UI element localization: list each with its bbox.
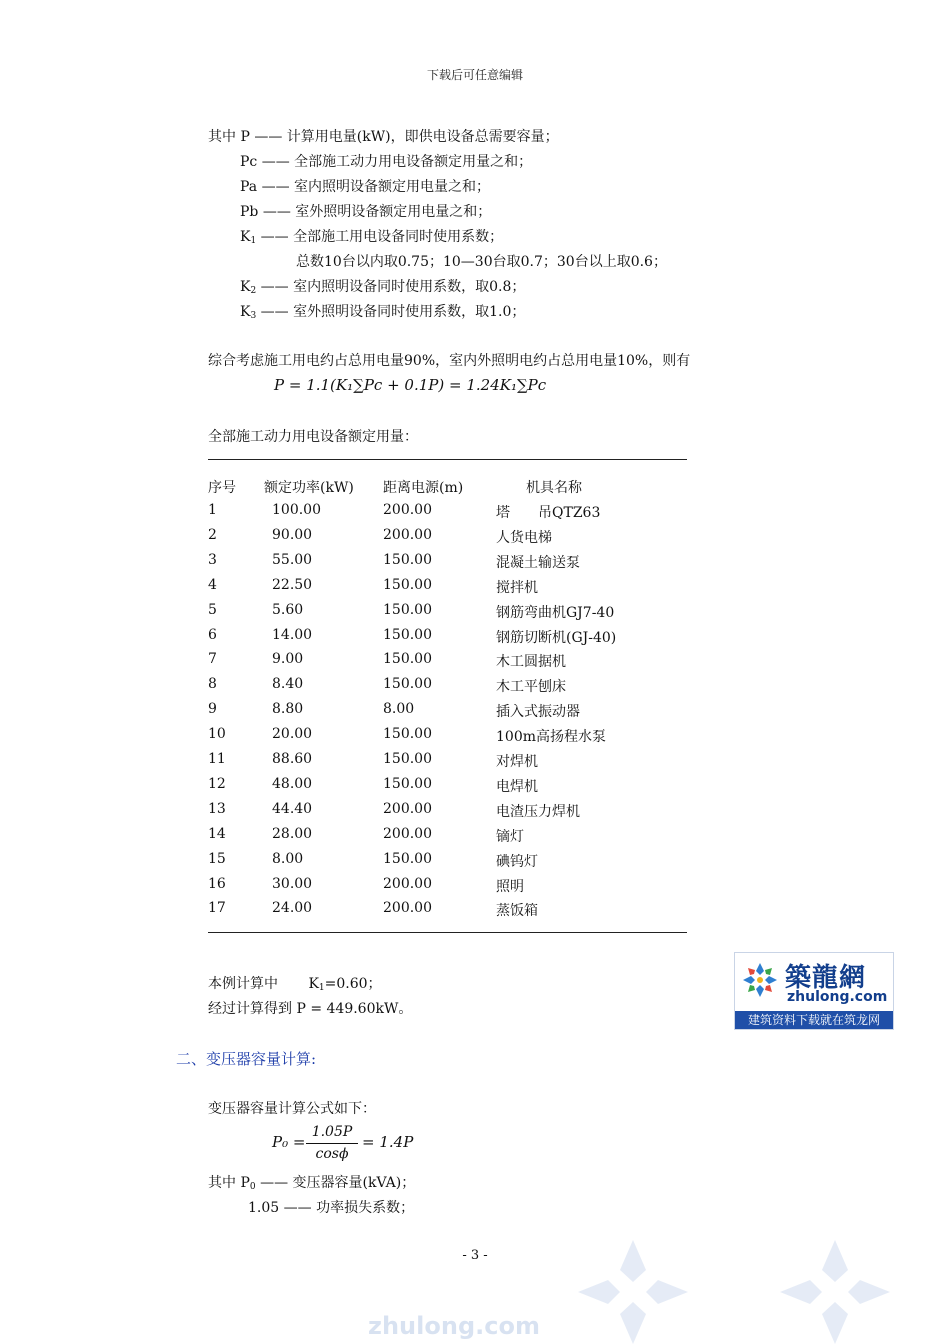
def-k1 (240, 228, 503, 250)
cell-machine: 搅拌机 (496, 579, 538, 596)
cell-power: 14.00 (272, 626, 313, 643)
cell-machine: 钢筋弯曲机GJ7-40 (496, 604, 615, 621)
cell-distance: 150.00 (383, 676, 432, 693)
def-p0-desc: 变压器容量(kVA)； (292, 1175, 416, 1191)
def-pa-desc: 室内照明设备额定用电量之和； (294, 179, 491, 195)
cell-machine: 插入式振动器 (496, 704, 580, 721)
cell-index: 4 (208, 576, 217, 593)
table-top-rule (208, 459, 687, 460)
cell-index: 1 (208, 502, 217, 518)
logo-english: zhulong.com (787, 989, 888, 1005)
cell-power: 8.80 (272, 701, 304, 718)
table-row (208, 826, 687, 846)
table-row (208, 701, 687, 721)
cell-distance: 200.00 (383, 825, 432, 842)
cell-index: 14 (208, 825, 226, 842)
table-row (208, 602, 687, 622)
def-k3-desc: 室外照明设备同时使用系数，取1.0； (293, 304, 526, 320)
def-k1-desc: 全部施工用电设备同时使用系数； (293, 229, 504, 245)
def-k2-desc: 室内照明设备同时使用系数，取0.8； (293, 279, 526, 295)
result-prefix: 本例计算中 (208, 976, 278, 992)
cell-index: 2 (208, 526, 217, 543)
watermark-snowflake-icon (578, 1240, 688, 1344)
table-row (208, 801, 687, 821)
def-p0-sub: 0 (249, 1182, 256, 1192)
logo-chinese: 築龍網 (785, 963, 867, 993)
cell-power: 44.40 (272, 800, 313, 817)
cell-machine: 人货电梯 (496, 529, 552, 546)
watermark-snowflake-icon (780, 1240, 890, 1344)
table-row (208, 577, 687, 597)
summary-text: 综合考虑施工用电约占总用电量90%，室内外照明电约占总用电量10%，则有 (208, 353, 691, 369)
table-row (208, 651, 687, 671)
formula-numerator: 1.05P (311, 1124, 353, 1140)
table-row (208, 552, 687, 572)
cell-distance: 8.00 (383, 701, 415, 718)
cell-power: 8.40 (272, 676, 304, 693)
cell-machine: 电焊机 (496, 778, 538, 795)
def-p0-label: 其中 P (208, 1175, 250, 1191)
def-p0-dash: —— (260, 1175, 289, 1191)
def-k1-label: K (240, 229, 251, 245)
cell-machine: 混凝土输送泵 (496, 554, 580, 571)
cell-distance: 200.00 (383, 875, 432, 892)
def-pb-desc: 室外照明设备额定用电量之和； (295, 204, 492, 220)
cell-machine: 蒸饭箱 (496, 903, 538, 920)
def-k2-dash: —— (260, 279, 289, 295)
cell-index: 8 (208, 676, 217, 693)
snowflake-icon (741, 961, 779, 999)
def-pb-label: Pb (240, 204, 259, 220)
def-pc-desc: 全部施工动力用电设备额定用量之和； (294, 154, 533, 170)
summary-formula: P = 1.1(K₁∑Pc + 0.1P) = 1.24K₁∑Pc (274, 376, 547, 394)
cell-power: 24.00 (272, 900, 313, 917)
def-105 (248, 1199, 414, 1217)
cell-power: 22.50 (272, 576, 313, 593)
cell-index: 11 (208, 751, 226, 767)
cell-machine: 镝灯 (496, 828, 524, 845)
formula-rhs: = 1.4P (362, 1133, 414, 1151)
table-row (208, 900, 687, 920)
header-index: 序号 (208, 480, 236, 496)
cell-index: 7 (208, 651, 217, 668)
section2-heading: 二、变压器容量计算: (176, 1050, 317, 1068)
def-p-dash: —— (254, 129, 283, 145)
def-k1-sub: 1 (250, 236, 257, 246)
table-row (208, 876, 687, 896)
header-power: 额定功率(kW) (264, 480, 354, 496)
result-line1 (208, 975, 382, 997)
table-row (208, 726, 687, 746)
def-p0 (208, 1174, 415, 1196)
cell-machine: 塔 吊QTZ63 (496, 505, 601, 521)
cell-distance: 150.00 (383, 651, 432, 668)
cell-distance: 200.00 (383, 900, 432, 917)
def-pa-dash: —— (261, 179, 290, 195)
def-pa (240, 178, 490, 196)
def-k2-label: K (240, 279, 251, 295)
cell-distance: 150.00 (383, 626, 432, 643)
def-pc-label: Pc (240, 154, 258, 170)
cell-power: 88.60 (272, 751, 313, 767)
table-row (208, 751, 687, 771)
header-distance: 距离电源(m) (383, 480, 464, 496)
cell-index: 16 (208, 875, 226, 892)
cell-power: 28.00 (272, 825, 313, 842)
def-k3-sub: 3 (250, 311, 257, 321)
logo-tagline: 建筑资料下载就在筑龙网 (735, 1011, 893, 1029)
cell-power: 8.00 (272, 850, 304, 867)
cell-distance: 150.00 (383, 601, 432, 618)
result-k-sub: 1 (318, 983, 325, 993)
cell-power: 100.00 (272, 502, 321, 518)
cell-distance: 200.00 (383, 502, 432, 518)
table-row (208, 527, 687, 547)
cell-index: 6 (208, 626, 217, 643)
def-p-desc: 计算用电量(kW)，即供电设备总需要容量； (286, 129, 559, 145)
table-header-row (208, 477, 687, 497)
cell-distance: 150.00 (383, 775, 432, 792)
section2-intro: 变压器容量计算公式如下： (208, 1101, 376, 1117)
table-bottom-rule (208, 932, 687, 933)
table-row (208, 776, 687, 796)
def-p-label: 其中 P (208, 129, 250, 145)
def-p (208, 128, 559, 146)
cell-machine: 电渣压力焊机 (496, 803, 580, 820)
def-105-desc: 功率损失系数； (316, 1200, 415, 1216)
result-k-value: =0.60； (324, 976, 382, 992)
zhulong-logo (734, 952, 894, 1030)
cell-distance: 150.00 (383, 850, 432, 867)
cell-distance: 150.00 (383, 751, 432, 767)
def-k3-dash: —— (260, 304, 289, 320)
cell-index: 15 (208, 850, 226, 867)
page-number: - 3 - (462, 1248, 488, 1263)
def-pc-dash: —— (261, 154, 290, 170)
table-row (208, 676, 687, 696)
formula-lhs: P₀ = (272, 1133, 306, 1151)
cell-index: 13 (208, 800, 226, 817)
cell-distance: 150.00 (383, 551, 432, 568)
cell-index: 3 (208, 551, 217, 568)
cell-machine: 钢筋切断机(GJ-40) (496, 629, 617, 646)
def-k3-label: K (240, 304, 251, 320)
formula-denominator: cosϕ (315, 1146, 349, 1162)
formula-fraction-bar (306, 1143, 358, 1144)
cell-index: 5 (208, 601, 217, 618)
header-machine: 机具名称 (526, 480, 582, 496)
def-pa-label: Pa (240, 179, 258, 195)
result-line2: 经过计算得到 P = 449.60kW。 (208, 1001, 413, 1017)
def-k1-dash: —— (260, 229, 289, 245)
def-k2-sub: 2 (250, 286, 257, 296)
table-row (208, 627, 687, 647)
cell-index: 17 (208, 900, 226, 917)
cell-machine: 照明 (496, 878, 524, 895)
cell-distance: 200.00 (383, 526, 432, 543)
def-k2 (240, 278, 525, 300)
def-105-dash: —— (283, 1200, 312, 1216)
def-k3 (240, 303, 525, 325)
cell-distance: 150.00 (383, 576, 432, 593)
cell-power: 55.00 (272, 551, 313, 568)
def-pb-dash: —— (262, 204, 291, 220)
cell-power: 9.00 (272, 651, 304, 668)
cell-machine: 木工平刨床 (496, 679, 566, 696)
cell-power: 20.00 (272, 726, 313, 743)
def-pc (240, 153, 532, 171)
cell-machine: 对焊机 (496, 754, 538, 770)
cell-index: 9 (208, 701, 217, 718)
cell-power: 30.00 (272, 875, 313, 892)
cell-index: 10 (208, 726, 226, 743)
cell-machine: 木工圆据机 (496, 654, 566, 671)
cell-power: 5.60 (272, 601, 304, 618)
table-row (208, 502, 687, 522)
def-pb (240, 203, 491, 221)
result-k: K (308, 976, 319, 992)
cell-power: 90.00 (272, 526, 313, 543)
cell-distance: 200.00 (383, 800, 432, 817)
cell-distance: 150.00 (383, 726, 432, 743)
table-row (208, 851, 687, 871)
def-105-label: 1.05 (248, 1200, 280, 1216)
def-k1-note: 总数10台以内取0.75；10—30台取0.7；30台以上取0.6； (296, 254, 667, 270)
cell-machine: 100m高扬程水泵 (496, 729, 606, 746)
watermark-text: zhulong.com (368, 1312, 540, 1340)
page-header: 下载后可任意编辑 (426, 68, 523, 82)
cell-machine: 碘钨灯 (496, 853, 538, 870)
cell-index: 12 (208, 775, 226, 792)
cell-power: 48.00 (272, 775, 313, 792)
table-title: 全部施工动力用电设备额定用量： (208, 429, 418, 445)
